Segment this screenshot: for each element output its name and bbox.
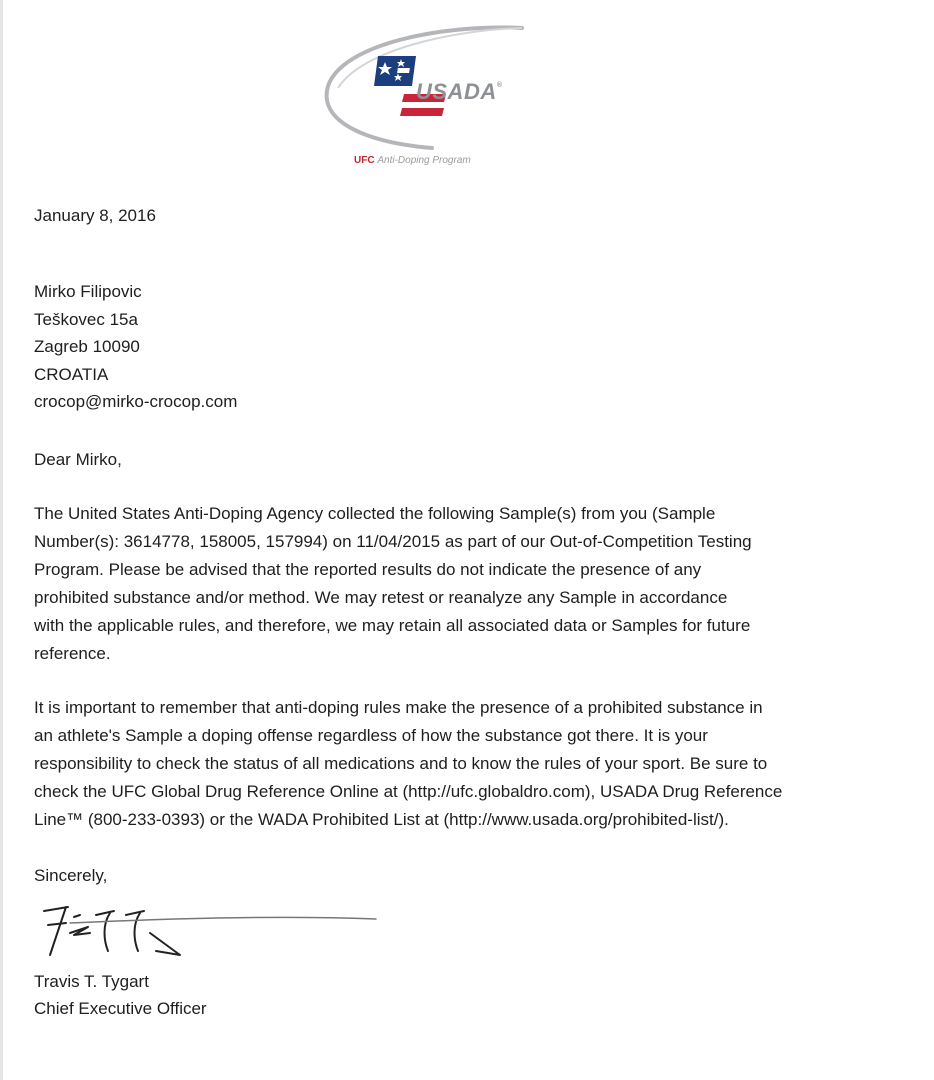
flag-icon [374,56,416,86]
recipient-address [34,278,237,416]
recipient-email: crocop@mirko-crocop.com [34,392,238,411]
salutation: Dear Mirko, [34,450,122,469]
letter-date: January 8, 2016 [34,206,156,225]
body-paragraph-2 [34,694,934,834]
usada-logo [322,24,532,176]
paragraph-line: prohibited substance and/or method. We may retest or reanalyze any Sample in accordance [34,588,728,607]
paragraph-line: Line™ (800-233-0393) or the WADA Prohibited List at (http://www.usada.org/prohibited-list/). [34,810,729,829]
paragraph-line: check the UFC Global Drug Reference Online at (http://ufc.globaldro.com), USADA Drug Reference [34,782,783,801]
logo-wordmark: USADA® [416,79,503,104]
signer-name: Travis T. Tygart [34,972,149,991]
paragraph-line: The United States Anti-Doping Agency collected the following Sample(s) from you (Sample [34,504,716,523]
recipient-city: Zagreb 10090 [34,337,140,356]
paragraph-line: with the applicable rules, and therefore, we may retain all associated data or Samples for future [34,616,751,635]
recipient-country: CROATIA [34,364,109,384]
paragraph-line: responsibility to check the status of all medications and to know the rules of your sport. Be sure to [34,754,768,773]
paragraph-line: reference. [34,644,111,663]
body-paragraph-1 [34,500,934,668]
handwritten-signature [40,897,380,965]
paragraph-line: Number(s): 3614778, 158005, 157994) on 11/04/2015 as part of our Out-of-Competition Testing [34,532,752,551]
paragraph-line: Program. Please be advised that the reported results do not indicate the presence of any [34,560,702,579]
recipient-street: Teškovec 15a [34,309,138,329]
logo-tagline: UFC Anti-Doping Program [354,155,471,166]
paragraph-line: It is important to remember that anti-doping rules make the presence of a prohibited substance in [34,698,763,717]
paragraph-line: an athlete's Sample a doping offense regardless of how the substance got there. It is your [34,726,708,745]
page-edge [0,0,3,1080]
closing: Sincerely, [34,866,108,885]
signer-title: Chief Executive Officer [34,999,207,1018]
recipient-name: Mirko Filipovic [34,282,142,301]
